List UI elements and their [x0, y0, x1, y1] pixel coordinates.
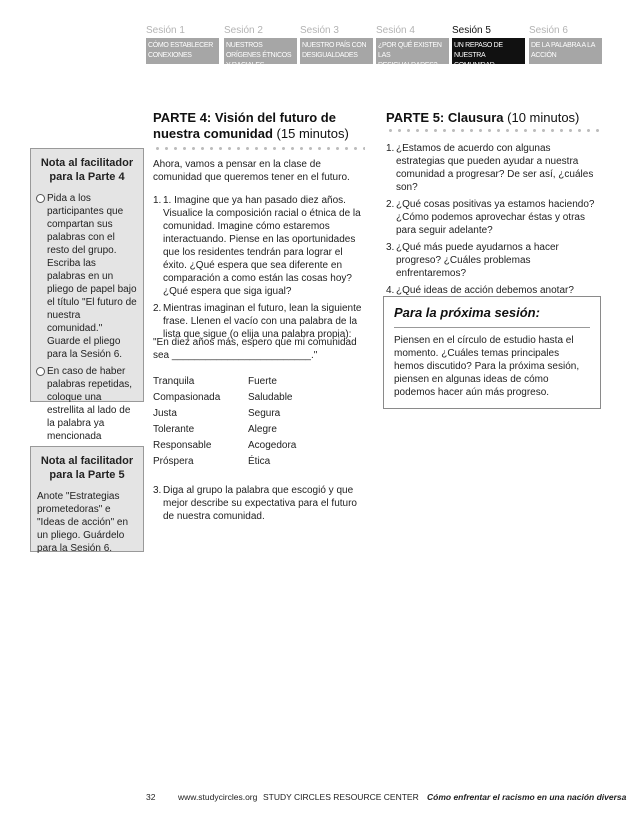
list-item: 1. 1. Imagine que ya han pasado diez años. Visualice la composición racial o étnica de la comunidad. Imagine cómo estaremos interactuando. Piense en las oportunidades que los residentes tendrán para lograr el éxito. ¿Qué espera que sea diferente en comparación a como están las cosas hoy? ¿Qué espera que siga igual? — [153, 195, 361, 297]
part5-duration: (10 minutos) — [507, 110, 580, 125]
dotted-divider — [153, 147, 365, 150]
list-item: 3. ¿Qué más puede ayudarnos a hacer progreso? ¿Cuáles problemas enfrentaremos? — [386, 242, 559, 279]
word: Acogedora — [248, 440, 297, 451]
footer-guide-title: Cómo enfrentar el racismo en una nación diversa — [427, 792, 627, 802]
word: Tolerante — [153, 424, 195, 435]
note-item-text: Pida a los participantes que compartan sus palabras con el resto del grupo. Escriba las palabras en un pliego de papel bajo el título "El futuro de nuestra comunidad." Guarde el pliego para la Sesión 6. — [47, 193, 137, 360]
nav-session-4[interactable] — [376, 24, 449, 72]
list-item-text: ¿Qué cosas positivas ya estamos haciendo? ¿Cómo podemos aprovechar éstas y otras para seguir adelante? — [396, 199, 595, 236]
nav-session-number: Sesión 3 — [300, 25, 339, 36]
next-session-title: Para la próxima sesión: — [394, 305, 540, 320]
session-nav — [146, 24, 602, 72]
nav-session-label: NUESTROS ORÍGENES ÉTNICOS Y RACIALES — [224, 38, 297, 64]
list-item: 2. Mientras imaginan el futuro, lean la siguiente frase. Llenen el vacío con una palabra de la lista que sigue (o elija una palabra propia): — [153, 303, 362, 340]
nav-session-label: DE LA PALABRA A LA ACCIÓN — [529, 38, 602, 64]
part4-title-line1: PARTE 4: Visión del futuro de — [153, 110, 336, 125]
nav-session-number: Sesión 2 — [224, 25, 263, 36]
nav-session-number: Sesión 4 — [376, 25, 415, 36]
part4-title-line2: nuestra comunidad — [153, 126, 273, 141]
word: Saludable — [248, 392, 293, 403]
part4-quote: "En diez años más, espero que mi comunidad sea _________________________." — [153, 337, 357, 361]
word: Alegre — [248, 424, 277, 435]
part4-item3 — [153, 484, 368, 527]
note-title: Nota al facilitador para la Parte 5 — [40, 455, 134, 481]
word: Segura — [248, 408, 281, 419]
note-item-text: En caso de haber palabras repetidas, coloque una estrellita al lado de la palabra ya mencionada — [47, 366, 133, 442]
word-list — [153, 374, 343, 470]
dotted-divider — [386, 129, 600, 132]
list-item-text: Diga al grupo la palabra que escogió y que mejor describe su expectativa para el futuro de nuestra comunidad. — [163, 485, 357, 522]
word-row — [153, 438, 343, 454]
note-body: Anote "Estrategias prometedoras" e "Ideas de acción" en un pliego. Guárdelo para la Sesión 6. — [37, 491, 129, 554]
word: Tranquila — [153, 376, 195, 387]
note-item — [37, 365, 137, 443]
part4-duration: (15 minutos) — [276, 126, 349, 141]
note-title: Nota al facilitador para la Parte 4 — [40, 157, 134, 183]
word-row — [153, 390, 343, 406]
list-item-text: Mientras imaginan el futuro, lean la siguiente frase. Llenen el vacío con una palabra de la lista que sigue (o elija una palabra propia): — [163, 303, 362, 340]
word-row — [153, 374, 343, 390]
footer-org: STUDY CIRCLES RESOURCE CENTER — [263, 792, 419, 802]
facilitator-note-part4 — [30, 148, 144, 442]
footer-url[interactable]: www.studycircles.org — [178, 792, 258, 802]
note-item — [37, 192, 137, 361]
word-row — [153, 454, 343, 470]
list-item: 2. ¿Qué cosas positivas ya estamos haciendo? ¿Cómo podemos aprovechar éstas y otras para seguir adelante? — [386, 199, 595, 236]
nav-session-3[interactable] — [300, 24, 373, 72]
nav-session-number: Sesión 1 — [146, 25, 185, 36]
facilitator-note-part5 — [30, 446, 144, 552]
part4-title — [153, 110, 373, 142]
part5-list — [386, 142, 601, 301]
word: Fuerte — [248, 376, 277, 387]
part4-list — [153, 194, 368, 345]
next-session-body: Piensen en el círculo de estudio hasta el momento. ¿Cuáles temas principales hemos discutido? Para la próxima sesión, piensen en algunas ideas de cómo podemos hacer aún más progreso. — [394, 335, 580, 398]
word: Próspera — [153, 456, 194, 467]
circle-bullet-icon — [36, 367, 45, 376]
nav-session-label: NUESTRO PAÍS CON DESIGUALDADES — [300, 38, 373, 64]
nav-session-label: ¿POR QUÉ EXISTEN LAS DESIGUALDADES? — [376, 38, 449, 64]
nav-session-2[interactable] — [224, 24, 297, 72]
divider — [394, 327, 590, 328]
nav-session-label: CÓMO ESTABLECER CONEXIONES — [146, 38, 219, 64]
nav-session-number: Sesión 5 — [452, 25, 491, 36]
list-item: 1. ¿Estamos de acuerdo con algunas estrategias que pueden ayudar a nuestra comunidad a progresar? De ser así, ¿cuáles son? — [386, 143, 594, 193]
list-item-text: ¿Qué más puede ayudarnos a hacer progreso? ¿Cuáles problemas enfrentaremos? — [396, 242, 559, 279]
nav-session-5[interactable] — [452, 24, 525, 72]
list-item-text: 1. Imagine que ya han pasado diez años. Visualice la composición racial o étnica de la comunidad. Imagine cómo estaremos interactuando. Piense en las oportunidades que los residentes tendrán para lograr el éxito. ¿Qué espera que sea diferente en comparación a como están las cosas hoy? ¿Qué espera que siga igual? — [163, 195, 361, 297]
part5-title — [386, 110, 601, 126]
word-row — [153, 422, 343, 438]
word-row — [153, 406, 343, 422]
page-number: 32 — [146, 792, 156, 802]
nav-session-6[interactable] — [529, 24, 602, 72]
part4-intro: Ahora, vamos a pensar en la clase de comunidad que queremos tener en el futuro. — [153, 159, 350, 183]
list-item: 4. ¿Qué ideas de acción debemos anotar? — [386, 285, 574, 296]
next-session-box — [383, 296, 601, 409]
list-item-text: ¿Qué ideas de acción debemos anotar? — [396, 285, 574, 296]
word: Responsable — [153, 440, 212, 451]
nav-session-label: UN REPASO DE NUESTRA COMUNIDAD — [452, 38, 525, 64]
list-item: 3. Diga al grupo la palabra que escogió y que mejor describe su expectativa para el futuro de nuestra comunidad. — [153, 485, 357, 522]
part5-title-text: PARTE 5: Clausura — [386, 110, 504, 125]
word: Compasionada — [153, 392, 221, 403]
circle-bullet-icon — [36, 194, 45, 203]
word: Justa — [153, 408, 177, 419]
word: Ética — [248, 456, 271, 467]
nav-session-1[interactable] — [146, 24, 219, 72]
list-item-text: ¿Estamos de acuerdo con algunas estrategias que pueden ayudar a nuestra comunidad a progresar? De ser así, ¿cuáles son? — [396, 143, 594, 193]
nav-session-number: Sesión 6 — [529, 25, 568, 36]
